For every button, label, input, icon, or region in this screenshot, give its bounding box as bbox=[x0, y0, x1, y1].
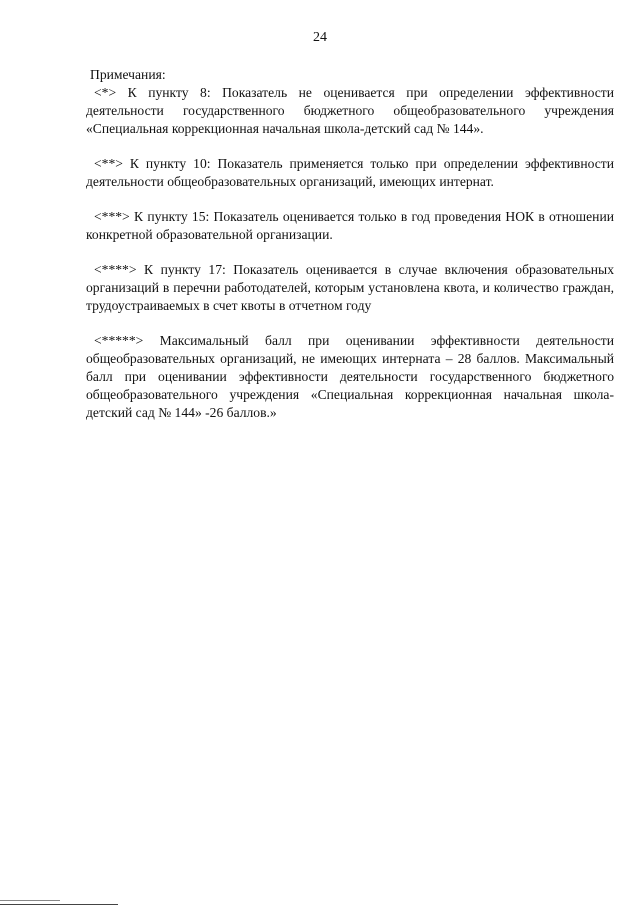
note-item-4: <****> К пункту 17: Показатель оценивается в случае включения образовательных организаций в перечни работодателей, которым установлена квота, и количество граждан, трудоустраиваемых в счет квоты в отчетном году bbox=[86, 262, 614, 313]
page-number: 24 bbox=[313, 30, 327, 45]
notes-heading: Примечания: bbox=[90, 67, 166, 82]
note-item-3: <***> К пункту 15: Показатель оценивается только в год проведения НОК в отношении конкретной образовательной организации. bbox=[86, 209, 614, 242]
note-item-2: <**> К пункту 10: Показатель применяется только при определении эффективности деятельности общеобразовательных организаций, имеющих интернат. bbox=[86, 156, 614, 189]
footer-rule-short bbox=[0, 900, 60, 901]
notes-section bbox=[86, 66, 614, 422]
note-item-5: <*****> Максимальный балл при оценивании эффективности деятельности общеобразовательных организаций, не имеющих интерната – 28 баллов. Максимальный балл при оценивании эффективности деятельности государственного бюджетного общеобразовательного учреждения «Специальная коррекционная начальная школа-детский сад № 144» -26 баллов.» bbox=[86, 333, 614, 420]
note-item-1: <*> К пункту 8: Показатель не оценивается при определении эффективности деятельности государственного бюджетного общеобразовательного учреждения «Специальная коррекционная начальная школа-детский сад № 144». bbox=[86, 85, 614, 136]
